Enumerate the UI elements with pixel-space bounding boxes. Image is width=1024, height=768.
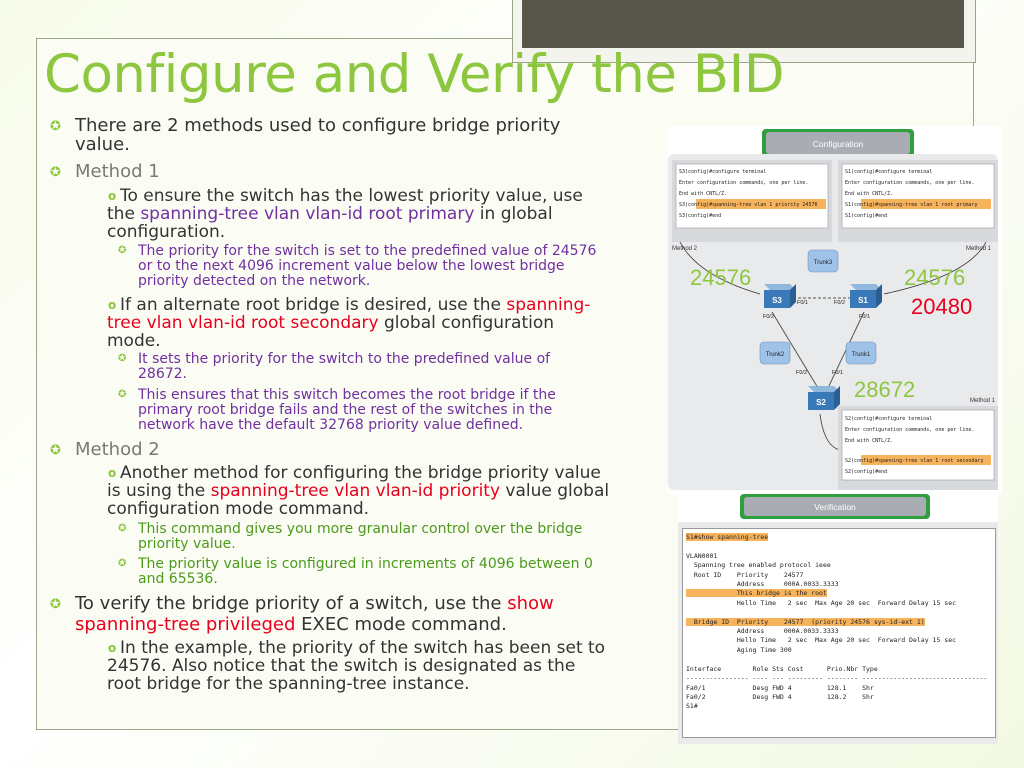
terminal-line-highlight: This bridge is the root <box>686 589 827 598</box>
s3-cli-line: S3(config)#end <box>679 213 722 219</box>
sub-sub-bullet-marker: ✪ <box>118 523 127 534</box>
terminal-line: Address 000A.0033.3333 <box>686 627 839 636</box>
bullet-marker: ✪ <box>50 165 61 180</box>
annotation-s1-new-priority: 20480 <box>911 294 973 319</box>
sub-bullet-marker: o <box>108 189 117 203</box>
terminal-line-highlight: Bridge ID Priority 24577 (priority 24576 sys-id-ext 1) <box>686 617 925 626</box>
switch-s1-icon <box>850 284 882 308</box>
bullet-text: value. <box>75 134 130 155</box>
switch-s3-label: S3 <box>772 296 782 305</box>
method1-label: Method 1 <box>966 246 992 252</box>
command-text: tree vlan vlan-id root secondary <box>107 313 379 333</box>
bullet-text: tree vlan vlan-id root secondary global configuration <box>107 313 555 333</box>
terminal-line: S1#show spanning-tree <box>686 533 769 541</box>
bullet-text: The priority value is configured in increments of 4096 between 0 <box>138 556 593 572</box>
verification-terminal <box>682 528 996 738</box>
sub-bullet-marker: o <box>108 466 117 480</box>
bullet-text: priority detected on the network. <box>138 273 371 289</box>
terminal-line: ---------------- ---- --- --------- -------- -------------------------------- <box>686 674 988 683</box>
terminal-line: Hello Time 2 sec Max Age 20 sec Forward Delay 15 sec <box>686 636 957 645</box>
s1-cli-line: S1(config)#end <box>845 213 888 219</box>
bullet-text: This command gives you more granular control over the bridge <box>138 521 583 537</box>
sub-sub-bullet-marker: ✪ <box>118 558 127 569</box>
sub-bullet-marker: o <box>108 298 117 312</box>
bullet-text: primary root bridge fails and the rest of the switches in the <box>138 402 553 418</box>
annotation-s1-priority: 24576 <box>904 265 966 290</box>
command-text: spanning- <box>506 295 591 315</box>
s2-cli-line: Enter configuration commands, one per line. <box>845 427 975 433</box>
port-label: F0/1 <box>832 370 844 376</box>
terminal-line: VLAN0001 <box>686 551 718 560</box>
bullet-text: network have the default 32768 priority value defined. <box>138 417 524 433</box>
trunk1-label: Trunk1 <box>851 352 871 358</box>
method1-bottom-label: Method 1 <box>970 398 996 404</box>
bullet-text: the spanning-tree vlan vlan-id root primary in global <box>107 204 553 224</box>
bullet-text: root bridge for the spanning-tree instance. <box>107 674 470 694</box>
annotation-s2-priority: 28672 <box>854 377 916 402</box>
port-label: F0/2 <box>763 314 775 320</box>
s1-cli-line: Enter configuration commands, one per line. <box>845 180 975 186</box>
terminal-line: Fa0/1 Desg FWD 4 128.1 Shr <box>686 683 874 692</box>
method2-label: Method 2 <box>672 246 698 252</box>
bullet-text: 24576. Also notice that the switch is designated as the <box>107 656 576 676</box>
terminal-line: Hello Time 2 sec Max Age 20 sec Forward Delay 15 sec <box>686 598 957 607</box>
s2-cli-line: End with CNTL/Z. <box>845 438 894 444</box>
terminal-line: Address 000A.0033.3333 <box>686 580 839 589</box>
bullet-text: configuration mode command. <box>107 499 370 519</box>
bullet-text: mode. <box>107 331 161 351</box>
method1-heading: Method 1 <box>75 161 160 182</box>
s3-cli-line: End with CNTL/Z. <box>679 191 728 197</box>
bullet-text: priority value. <box>138 536 236 552</box>
bullet-text: or to the next 4096 increment value below the lowest bridge <box>138 258 565 274</box>
s2-cli-line: S2(config)#spanning-tree vlan 1 root secondary <box>845 458 984 464</box>
terminal-output <box>683 529 995 716</box>
s1-cli-line: S1(config)#configure terminal <box>845 169 933 175</box>
port-label: F0/1 <box>859 314 871 320</box>
s3-cli-line: S3(config)#spanning-tree vlan 1 priority 24576 <box>679 202 818 208</box>
bullet-text: There are 2 methods used to configure bridge priority <box>75 115 561 136</box>
port-label: F0/2 <box>796 370 808 376</box>
terminal-line: Aging Time 300 <box>686 645 792 654</box>
command-text: spanning-tree privileged <box>75 614 296 635</box>
bullet-text: and 65536. <box>138 571 218 587</box>
bullet-text: It sets the priority for the switch to the predefined value of <box>138 351 551 367</box>
s1-cli-line: End with CNTL/Z. <box>845 191 894 197</box>
terminal-line: Interface Role Sts Cost Prio.Nbr Type <box>686 664 878 673</box>
bullet-text: This ensures that this switch becomes the root bridge if the <box>138 387 556 403</box>
verification-header-label: Verification <box>814 502 856 512</box>
verification-panel <box>678 494 998 744</box>
bullet-marker: ✪ <box>50 119 61 134</box>
trunk3-label: Trunk3 <box>813 260 833 266</box>
s3-cli-line: S3(config)#configure terminal <box>679 169 767 175</box>
s2-cli-line: S2(config)#configure terminal <box>845 416 933 422</box>
bullet-text: To verify the bridge priority of a switch, use the show <box>75 593 554 614</box>
bullet-text: 28672. <box>138 366 187 382</box>
sub-sub-bullet-marker: ✪ <box>118 245 127 256</box>
slide-title: Configure and Verify the BID <box>44 44 785 105</box>
command-text: show <box>507 593 554 614</box>
s2-cli-line: S2(config)#end <box>845 469 888 475</box>
bullet-text: If an alternate root bridge is desired, use the spanning- <box>120 295 591 315</box>
command-text: spanning-tree vlan vlan-id priority <box>210 481 501 501</box>
bullet-text: The priority for the switch is set to the predefined value of 24576 <box>138 243 597 259</box>
bullet-text: is using the spanning-tree vlan vlan-id priority value global <box>107 481 610 501</box>
switch-s1-label: S1 <box>858 296 868 305</box>
terminal-line: Fa0/2 Desg FWD 4 128.2 Shr <box>686 692 874 701</box>
decorative-tab-inner <box>522 0 964 48</box>
bullet-text: In the example, the priority of the switch has been set to <box>120 638 606 658</box>
terminal-line: Root ID Priority 24577 <box>686 570 804 579</box>
switch-s2-icon <box>808 386 840 410</box>
terminal-line: S1# <box>686 702 698 711</box>
port-label: F0/2 <box>834 300 846 306</box>
switch-s2-label: S2 <box>816 398 826 407</box>
s1-cli-line: S1(config)#spanning-tree vlan 1 root primary <box>845 202 978 208</box>
annotation-s3-priority: 24576 <box>690 265 752 290</box>
config-header-label: Configuration <box>812 139 864 149</box>
sub-sub-bullet-marker: ✪ <box>118 389 127 400</box>
bullet-text: Another method for configuring the bridge priority value <box>120 463 601 483</box>
switch-s3-icon <box>764 284 796 308</box>
bullet-marker: ✪ <box>50 597 61 612</box>
bullet-text: To ensure the switch has the lowest priority value, use <box>120 186 583 206</box>
sub-sub-bullet-marker: ✪ <box>118 353 127 364</box>
trunk2-label: Trunk2 <box>765 352 785 358</box>
bullet-marker: ✪ <box>50 443 61 458</box>
port-label: F0/1 <box>797 300 809 306</box>
s3-cli-line: Enter configuration commands, one per line. <box>679 180 809 186</box>
method2-heading: Method 2 <box>75 439 160 460</box>
bullet-text: spanning-tree privileged EXEC mode command. <box>75 614 507 635</box>
bullet-text: configuration. <box>107 222 226 242</box>
terminal-line: Spanning tree enabled protocol ieee <box>686 561 831 570</box>
sub-bullet-marker: o <box>108 641 117 655</box>
command-text: spanning-tree vlan vlan-id root primary <box>140 204 475 224</box>
